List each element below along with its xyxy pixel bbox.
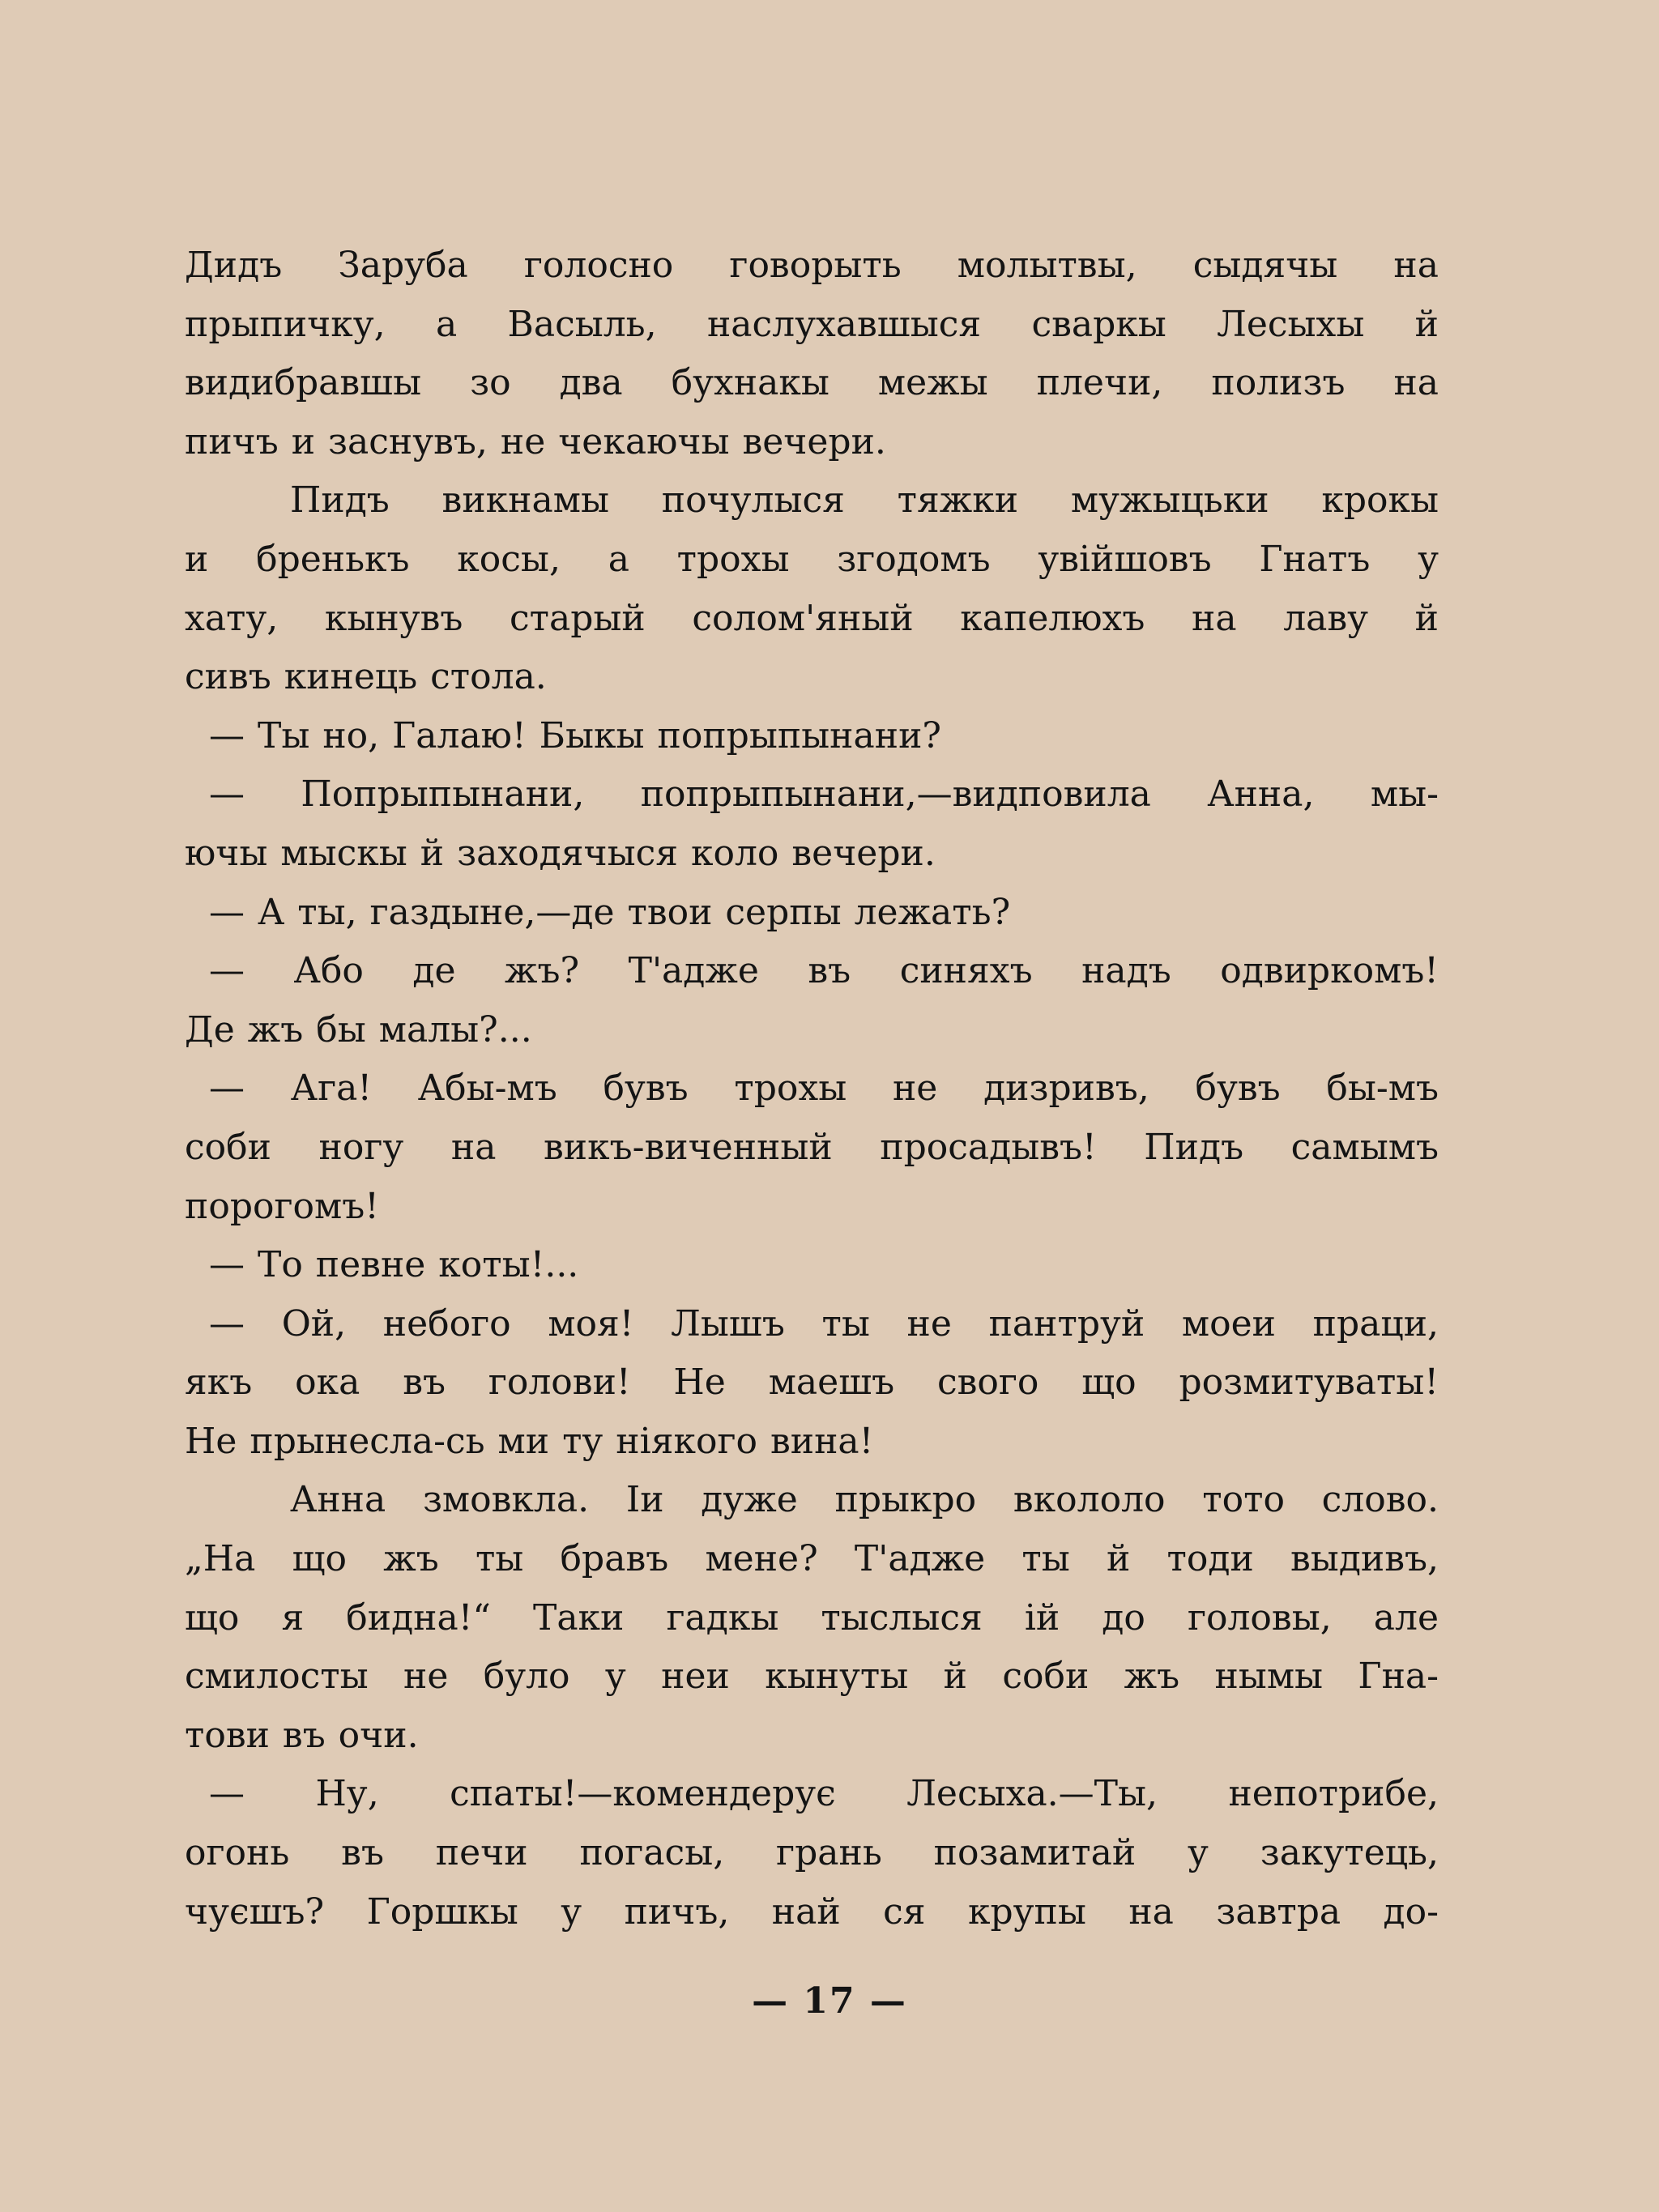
text-line: ючы мыскы й заходячыся коло вечери. xyxy=(185,832,936,874)
text-line: — Попрыпынани, попрыпынани,—видповила Анна, мы- xyxy=(209,774,1439,816)
text-line: соби ногу на викъ-виченный просадывъ! Пидъ самымъ xyxy=(185,1126,1439,1168)
text-line: и бренькъ косы, а трохы згодомъ увійшовъ Гнатъ у xyxy=(185,538,1439,580)
text-line: — Ты но, Галаю! Быкы попрыпынани? xyxy=(209,714,941,757)
text-line: — Ой, небого моя! Лышъ ты не пантруй моеи праци, xyxy=(209,1302,1439,1345)
text-line: порогомъ! xyxy=(185,1185,379,1227)
text-line: Пидъ викнамы почулыся тяжки мужыцьки крокы xyxy=(290,479,1439,522)
page-number: — 17 — xyxy=(752,1980,907,2022)
text-line: смилосты не було у неи кынуты й соби жъ нымы Гна- xyxy=(185,1656,1439,1698)
text-line: чуєшъ? Горшкы у пичъ, най ся крупы на завтра до- xyxy=(185,1890,1439,1933)
text-line: — Або де жъ? Т'адже въ синяхъ надъ одвиркомъ! xyxy=(209,950,1439,992)
text-line: тови въ очи. xyxy=(185,1714,419,1756)
text-line: „На що жъ ты бравъ мене? Т'адже ты й тоди выдивъ, xyxy=(185,1538,1439,1580)
text-line: якъ ока въ голови! Не маешъ свого що розмитуваты! xyxy=(185,1362,1439,1404)
text-line: сивъ кинець стола. xyxy=(185,656,547,698)
text-line: Анна змовкла. Іи дуже прыкро вкололо тото слово. xyxy=(290,1479,1439,1521)
text-line: Не прынесла-сь ми ту ніякого вина! xyxy=(185,1420,874,1462)
text-line: хату, кынувъ старый солом'яный капелюхъ на лаву й xyxy=(185,597,1439,639)
text-line: прыпичку, а Васыль, наслухавшыся сваркы Лесыхы й xyxy=(185,303,1439,345)
text-line: огонь въ печи погасы, грань позамитай у закутець, xyxy=(185,1832,1439,1874)
text-line: Дидъ Заруба голосно говорыть молытвы, сыдячы на xyxy=(185,245,1439,286)
text-line: пичъ и заснувъ, не чекаючы вечери. xyxy=(185,420,886,462)
text-line: Де жъ бы малы?... xyxy=(185,1008,532,1051)
text-line: — Ну, спаты!—комендерує Лесыха.—Ты, непотрибе, xyxy=(209,1773,1439,1815)
page-text xyxy=(185,237,1439,1941)
text-line: видибравшы зо два бухнакы межы плечи, полизъ на xyxy=(185,362,1439,404)
text-line: — Ага! Абы-мъ бувъ трохы не дизривъ, бувъ бы-мъ xyxy=(209,1068,1439,1110)
text-line: — То певне коты!... xyxy=(209,1244,579,1286)
text-line: що я бидна!“ Таки гадкы тыслыся ій до головы, але xyxy=(185,1596,1439,1639)
text-line: — А ты, газдыне,—де твои серпы лежать? xyxy=(209,891,1011,933)
